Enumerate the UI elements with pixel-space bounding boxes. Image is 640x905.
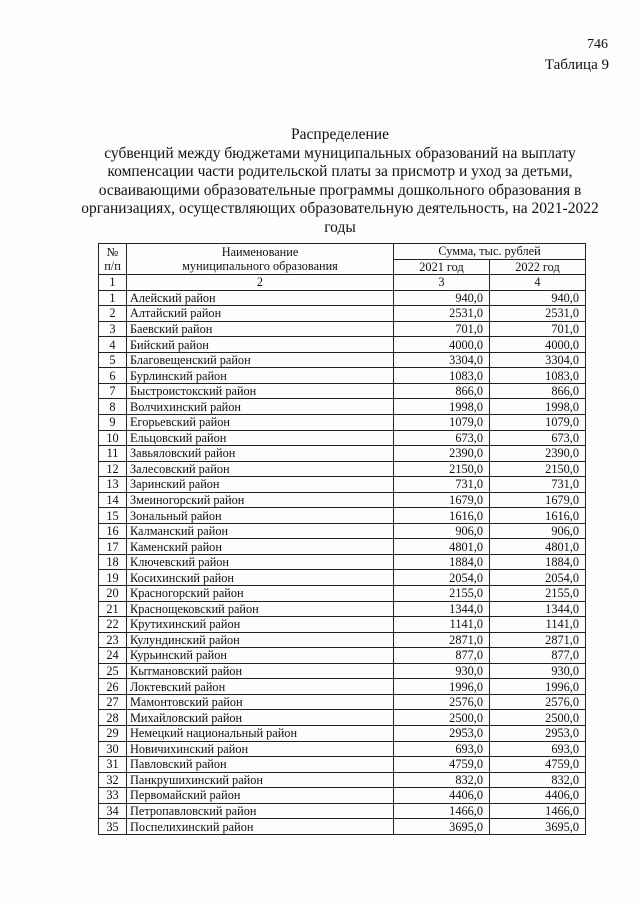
table-header xyxy=(99,244,586,291)
amount-2021: 866,0 xyxy=(394,383,490,399)
row-number: 27 xyxy=(99,694,127,710)
municipality-name: Мамонтовский район xyxy=(127,694,394,710)
amount-2021: 832,0 xyxy=(394,772,490,788)
amount-2022: 4000,0 xyxy=(490,337,586,353)
table-row xyxy=(99,492,586,508)
table-row xyxy=(99,508,586,524)
amount-2021: 2054,0 xyxy=(394,570,490,586)
header-num-line2: п/п xyxy=(104,259,121,274)
col-number-2: 2 xyxy=(127,275,394,291)
table-row xyxy=(99,415,586,431)
header-year-2021: 2021 год xyxy=(394,259,490,275)
municipality-name: Заринский район xyxy=(127,477,394,493)
table-row xyxy=(99,368,586,384)
row-number: 31 xyxy=(99,757,127,773)
row-number: 3 xyxy=(99,321,127,337)
amount-2021: 930,0 xyxy=(394,663,490,679)
amount-2021: 1079,0 xyxy=(394,415,490,431)
header-num-cell xyxy=(99,244,127,275)
row-number: 35 xyxy=(99,819,127,835)
amount-2022: 1884,0 xyxy=(490,554,586,570)
header-name-line2: муниципального образования xyxy=(182,259,338,274)
municipality-name: Егорьевский район xyxy=(127,415,394,431)
amount-2022: 1344,0 xyxy=(490,601,586,617)
row-number: 5 xyxy=(99,352,127,368)
amount-2022: 930,0 xyxy=(490,663,586,679)
column-number-row xyxy=(99,275,586,291)
row-number: 14 xyxy=(99,492,127,508)
heading-line-2: компенсации части родительской платы за присмотр и уход за детьми, xyxy=(107,163,573,181)
header-sum-cell: Сумма, тыс. рублей xyxy=(394,244,586,260)
table-row xyxy=(99,523,586,539)
municipality-name: Первомайский район xyxy=(127,788,394,804)
municipality-name: Кулундинский район xyxy=(127,632,394,648)
table-row xyxy=(99,586,586,602)
row-number: 12 xyxy=(99,461,127,477)
amount-2022: 906,0 xyxy=(490,523,586,539)
table-row xyxy=(99,803,586,819)
page-number: 746 xyxy=(587,37,608,52)
amount-2021: 2576,0 xyxy=(394,694,490,710)
row-number: 32 xyxy=(99,772,127,788)
municipality-name: Локтевский район xyxy=(127,679,394,695)
heading-line-4: организациях, осуществляющих образовательную деятельность, на 2021-2022 xyxy=(81,200,599,218)
row-number: 22 xyxy=(99,617,127,633)
amount-2021: 1616,0 xyxy=(394,508,490,524)
table-row xyxy=(99,663,586,679)
amount-2022: 1998,0 xyxy=(490,399,586,415)
municipality-name: Красногорский район xyxy=(127,586,394,602)
amount-2022: 2871,0 xyxy=(490,632,586,648)
amount-2022: 2576,0 xyxy=(490,694,586,710)
amount-2021: 2500,0 xyxy=(394,710,490,726)
municipality-name: Зональный район xyxy=(127,508,394,524)
amount-2021: 1083,0 xyxy=(394,368,490,384)
amount-2022: 1466,0 xyxy=(490,803,586,819)
document-heading xyxy=(80,126,600,238)
amount-2022: 2155,0 xyxy=(490,586,586,602)
amount-2021: 877,0 xyxy=(394,648,490,664)
amount-2022: 2531,0 xyxy=(490,306,586,322)
row-number: 18 xyxy=(99,554,127,570)
row-number: 20 xyxy=(99,586,127,602)
amount-2021: 4000,0 xyxy=(394,337,490,353)
col-number-1: 1 xyxy=(99,275,127,291)
amount-2021: 4801,0 xyxy=(394,539,490,555)
amount-2022: 1141,0 xyxy=(490,617,586,633)
row-number: 23 xyxy=(99,632,127,648)
amount-2021: 1466,0 xyxy=(394,803,490,819)
amount-2021: 940,0 xyxy=(394,290,490,306)
row-number: 28 xyxy=(99,710,127,726)
amount-2021: 731,0 xyxy=(394,477,490,493)
amount-2022: 1996,0 xyxy=(490,679,586,695)
amount-2022: 1616,0 xyxy=(490,508,586,524)
amount-2021: 3695,0 xyxy=(394,819,490,835)
row-number: 15 xyxy=(99,508,127,524)
header-name-line1: Наименование xyxy=(221,245,299,260)
amount-2022: 2150,0 xyxy=(490,461,586,477)
municipality-name: Ключевский район xyxy=(127,554,394,570)
amount-2022: 1083,0 xyxy=(490,368,586,384)
table-body xyxy=(99,290,586,834)
table-row xyxy=(99,290,586,306)
row-number: 30 xyxy=(99,741,127,757)
row-number: 29 xyxy=(99,725,127,741)
row-number: 19 xyxy=(99,570,127,586)
amount-2021: 2531,0 xyxy=(394,306,490,322)
amount-2022: 1679,0 xyxy=(490,492,586,508)
municipality-name: Бийский район xyxy=(127,337,394,353)
municipality-name: Ельцовский район xyxy=(127,430,394,446)
municipality-name: Бурлинский район xyxy=(127,368,394,384)
municipality-name: Павловский район xyxy=(127,757,394,773)
municipality-name: Волчихинский район xyxy=(127,399,394,415)
amount-2021: 1884,0 xyxy=(394,554,490,570)
table-row xyxy=(99,477,586,493)
row-number: 7 xyxy=(99,383,127,399)
col-number-4: 4 xyxy=(490,275,586,291)
table-row xyxy=(99,741,586,757)
row-number: 16 xyxy=(99,523,127,539)
amount-2021: 4759,0 xyxy=(394,757,490,773)
row-number: 8 xyxy=(99,399,127,415)
table-row xyxy=(99,321,586,337)
row-number: 9 xyxy=(99,415,127,431)
municipality-name: Крутихинский район xyxy=(127,617,394,633)
table-row xyxy=(99,694,586,710)
amount-2021: 693,0 xyxy=(394,741,490,757)
municipality-name: Змеиногорский район xyxy=(127,492,394,508)
table-row xyxy=(99,772,586,788)
municipality-name: Михайловский район xyxy=(127,710,394,726)
row-number: 10 xyxy=(99,430,127,446)
amount-2021: 4406,0 xyxy=(394,788,490,804)
municipality-name: Косихинский район xyxy=(127,570,394,586)
municipality-name: Каменский район xyxy=(127,539,394,555)
amount-2022: 2953,0 xyxy=(490,725,586,741)
municipality-name: Краснощековский район xyxy=(127,601,394,617)
amount-2021: 673,0 xyxy=(394,430,490,446)
subvention-table xyxy=(98,243,586,835)
table-row xyxy=(99,617,586,633)
row-number: 1 xyxy=(99,290,127,306)
heading-title: Распределение xyxy=(291,126,389,143)
amount-2021: 2150,0 xyxy=(394,461,490,477)
municipality-name: Залесовский район xyxy=(127,461,394,477)
amount-2021: 1998,0 xyxy=(394,399,490,415)
amount-2021: 1679,0 xyxy=(394,492,490,508)
row-number: 24 xyxy=(99,648,127,664)
table-row xyxy=(99,337,586,353)
municipality-name: Панкрушихинский район xyxy=(127,772,394,788)
header-num-line1: № xyxy=(106,245,119,260)
amount-2021: 2155,0 xyxy=(394,586,490,602)
amount-2022: 2390,0 xyxy=(490,446,586,462)
amount-2022: 2054,0 xyxy=(490,570,586,586)
amount-2022: 673,0 xyxy=(490,430,586,446)
table-row xyxy=(99,679,586,695)
heading-line-3: осваивающими образовательные программы дошкольного образования в xyxy=(98,181,582,199)
table-row xyxy=(99,648,586,664)
amount-2022: 3695,0 xyxy=(490,819,586,835)
amount-2022: 4759,0 xyxy=(490,757,586,773)
header-name-cell xyxy=(127,244,394,275)
table-row xyxy=(99,632,586,648)
table-row xyxy=(99,819,586,835)
amount-2021: 2390,0 xyxy=(394,446,490,462)
municipality-name: Алтайский район xyxy=(127,306,394,322)
amount-2022: 866,0 xyxy=(490,383,586,399)
row-number: 21 xyxy=(99,601,127,617)
header-year-2022: 2022 год xyxy=(490,259,586,275)
amount-2022: 3304,0 xyxy=(490,352,586,368)
col-number-3: 3 xyxy=(394,275,490,291)
row-number: 11 xyxy=(99,446,127,462)
row-number: 33 xyxy=(99,788,127,804)
amount-2022: 877,0 xyxy=(490,648,586,664)
municipality-name: Завьяловский район xyxy=(127,446,394,462)
row-number: 25 xyxy=(99,663,127,679)
municipality-name: Новичихинский район xyxy=(127,741,394,757)
amount-2022: 731,0 xyxy=(490,477,586,493)
table-row xyxy=(99,788,586,804)
municipality-name: Благовещенский район xyxy=(127,352,394,368)
amount-2022: 4406,0 xyxy=(490,788,586,804)
amount-2022: 693,0 xyxy=(490,741,586,757)
table-label: Таблица 9 xyxy=(544,57,609,73)
table-row xyxy=(99,383,586,399)
municipality-name: Петропавловский район xyxy=(127,803,394,819)
amount-2022: 1079,0 xyxy=(490,415,586,431)
table-row xyxy=(99,710,586,726)
amount-2022: 832,0 xyxy=(490,772,586,788)
table-row xyxy=(99,757,586,773)
amount-2021: 2871,0 xyxy=(394,632,490,648)
table-row xyxy=(99,601,586,617)
table-row xyxy=(99,430,586,446)
table-row xyxy=(99,399,586,415)
table-row xyxy=(99,446,586,462)
table-row xyxy=(99,725,586,741)
amount-2021: 1344,0 xyxy=(394,601,490,617)
row-number: 13 xyxy=(99,477,127,493)
row-number: 17 xyxy=(99,539,127,555)
municipality-name: Немецкий национальный район xyxy=(127,725,394,741)
amount-2022: 701,0 xyxy=(490,321,586,337)
row-number: 26 xyxy=(99,679,127,695)
row-number: 4 xyxy=(99,337,127,353)
table-row xyxy=(99,306,586,322)
row-number: 6 xyxy=(99,368,127,384)
table-row xyxy=(99,352,586,368)
amount-2021: 2953,0 xyxy=(394,725,490,741)
amount-2022: 4801,0 xyxy=(490,539,586,555)
heading-line-5: годы xyxy=(324,218,356,236)
row-number: 2 xyxy=(99,306,127,322)
municipality-name: Быстроистокский район xyxy=(127,383,394,399)
municipality-name: Кытмановский район xyxy=(127,663,394,679)
municipality-name: Калманский район xyxy=(127,523,394,539)
table-row xyxy=(99,570,586,586)
table-row xyxy=(99,539,586,555)
municipality-name: Курьинский район xyxy=(127,648,394,664)
table-row xyxy=(99,461,586,477)
amount-2022: 2500,0 xyxy=(490,710,586,726)
amount-2021: 3304,0 xyxy=(394,352,490,368)
row-number: 34 xyxy=(99,803,127,819)
amount-2021: 701,0 xyxy=(394,321,490,337)
municipality-name: Баевский район xyxy=(127,321,394,337)
table-row xyxy=(99,554,586,570)
amount-2021: 1996,0 xyxy=(394,679,490,695)
heading-line-1: субвенций между бюджетами муниципальных образований на выплату xyxy=(104,144,576,162)
amount-2021: 1141,0 xyxy=(394,617,490,633)
municipality-name: Поспелихинский район xyxy=(127,819,394,835)
municipality-name: Алейский район xyxy=(127,290,394,306)
amount-2022: 940,0 xyxy=(490,290,586,306)
amount-2021: 906,0 xyxy=(394,523,490,539)
